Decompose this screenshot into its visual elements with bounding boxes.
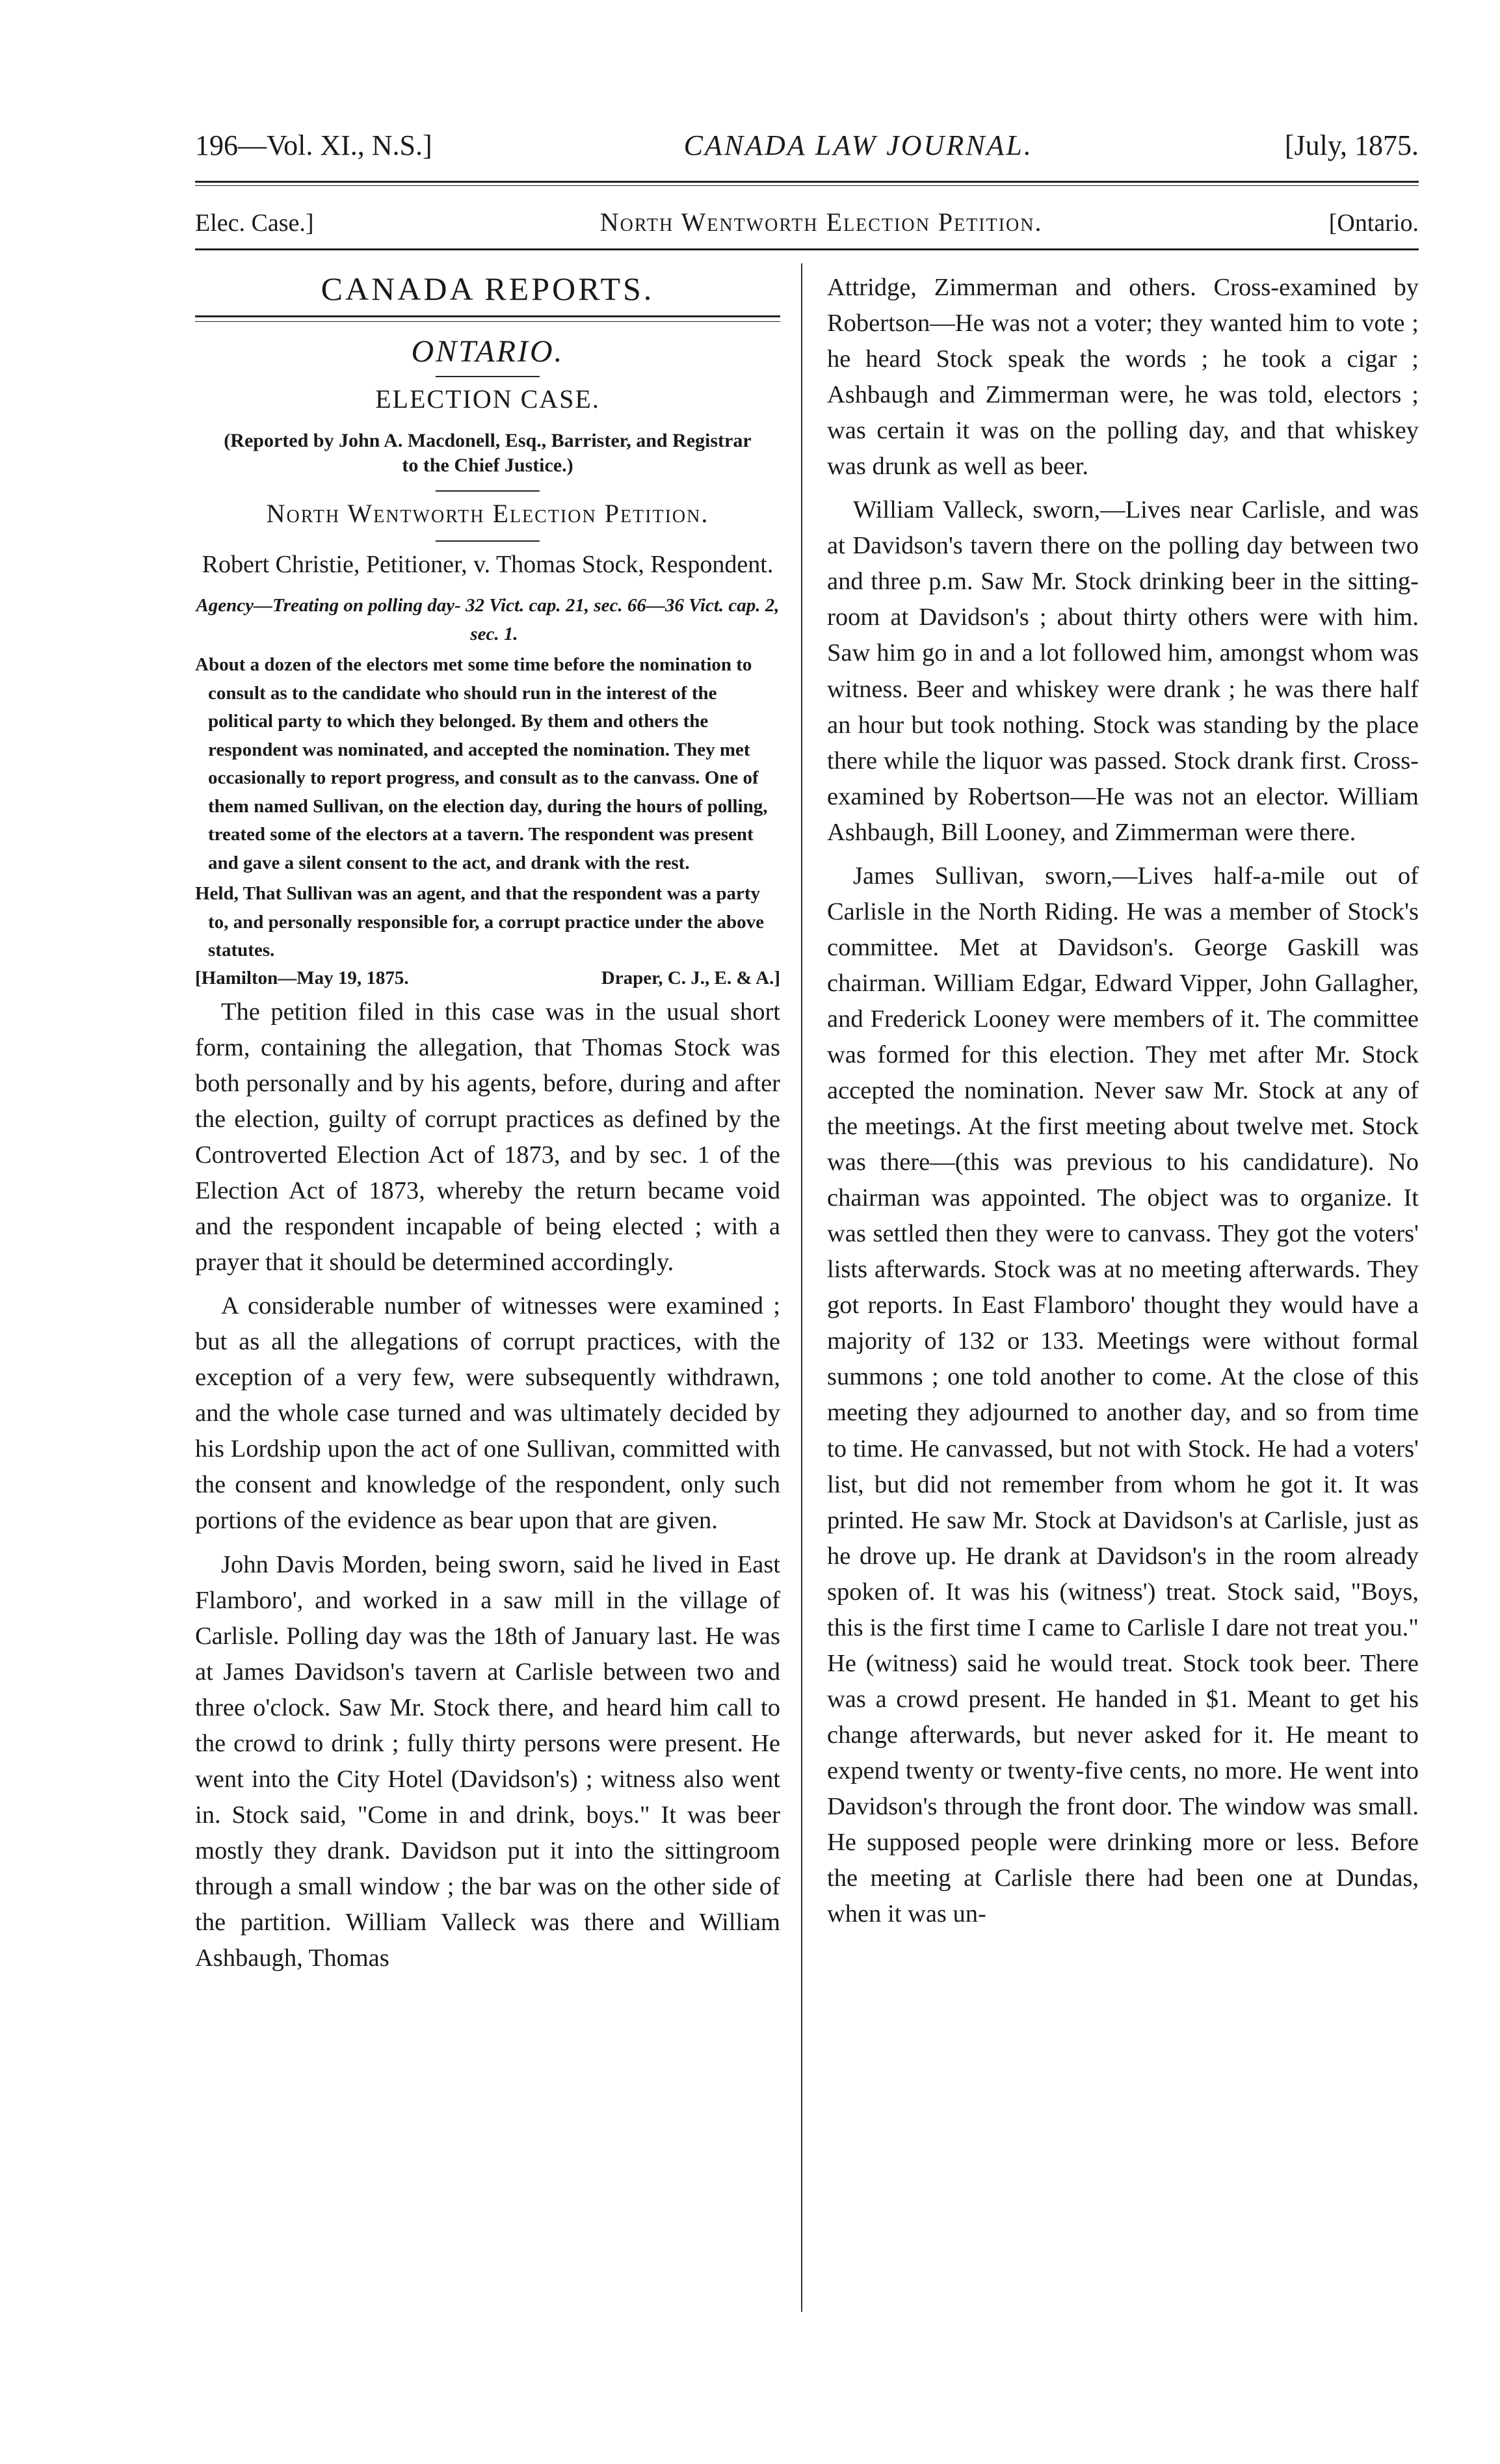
case-header bbox=[195, 207, 1419, 243]
reports-title: CANADA REPORTS. bbox=[321, 271, 655, 307]
court-judge: Draper, C. J., E. & A.] bbox=[601, 967, 780, 988]
reporter-note: (Reported by John A. Macdonell, Esq., Barrister, and Registrar to the Chief Justice.) bbox=[224, 430, 752, 476]
title-rule-thin bbox=[195, 321, 780, 322]
case-type: Elec. Case.] bbox=[195, 209, 314, 237]
subheader-rule bbox=[195, 248, 1419, 250]
headnote-facts: About a dozen of the electors met some time before the nomination to consult as to the candidate who should run in the interest of the political party to which they belonged. By them and others the respondent was nominated, and accepted the nomination. They met occasionally to report progress, and consult as to the canvass. One of them named Sullivan, on the election day, during the hours of polling, treated some of the electors at a tavern. The respondent was present and gave a silent consent to the act, and drank with the rest. bbox=[195, 654, 768, 873]
case-parties: Robert Christie, Petitioner, v. Thomas Stock, Respondent. bbox=[202, 551, 774, 578]
paragraph: The petition filed in this case was in the usual short form, containing the allegation, that Thomas Stock was both personally and by his agents, before, during and after the election, guilty of corrupt practices as defined by the Controverted Election Act of 1873, and by sec. 1 of the Election Act of 1873, whereby the return became void and the respondent incapable of being elected ; with a prayer that it should be determined accordingly. bbox=[195, 998, 780, 1277]
paragraph: Attridge, Zimmerman and others. Cross-examined by Robertson—He was not a voter; they wanted him to vote ; he heard Stock speak the words ; he took a cigar ; Ashbaugh and Zimmerman were, he was told, electors ; was certain it was on the polling day, and that whiskey was drunk as well as beer. bbox=[827, 274, 1419, 481]
headnote-agency: Agency—Treating on polling day- 32 Vict. cap. 21, sec. 66—36 Vict. cap. 2, sec. 1. bbox=[196, 595, 780, 644]
issue-date: [July, 1875. bbox=[1284, 129, 1419, 161]
headnote bbox=[195, 592, 780, 965]
petition-name: North Wentworth Election Petition. bbox=[266, 499, 709, 528]
short-rule bbox=[436, 540, 540, 542]
header-rule-thin bbox=[195, 185, 1419, 186]
province-heading: ONTARIO. bbox=[411, 334, 564, 369]
page-volume: 196—Vol. XI., N.S.] bbox=[195, 129, 432, 161]
court-line bbox=[195, 968, 780, 989]
title-rule bbox=[195, 315, 780, 317]
header-rule bbox=[195, 181, 1419, 183]
left-body-text bbox=[195, 994, 780, 1976]
short-rule bbox=[436, 376, 540, 377]
journal-title: CANADA LAW JOURNAL. bbox=[683, 129, 1033, 161]
case-province: [Ontario. bbox=[1328, 209, 1419, 237]
case-name: North Wentworth Election Petition. bbox=[599, 207, 1043, 237]
paragraph: James Sullivan, sworn,—Lives half-a-mile out of Carlisle in the North Riding. He was a member of Stock's committee. Met at Davidson's. George Gaskill was chairman. William Edgar, Edward Vipper, John Gallagher, and Frederick Looney were members of it. The committee was formed for this election. They met after Mr. Stock accepted the nomination. Never saw Mr. Stock at any of the meetings. At the first meeting about twelve met. Stock was there—(this was previous to his candidature). No chairman was appointed. The object was to organize. It was settled then they were to canvass. They got the voters' lists afterwards. Stock was at no meeting afterwards. They got reports. In East Flamboro' thought they would have a majority of 132 or 133. Meetings were without formal summons ; one told another to come. At the close of this meeting they adjourned to another day, and so from time to time. He canvassed, but not with Stock. He had a voters' list, but did not remember from whom he got it. It was printed. He saw Mr. Stock at Davidson's at Carlisle, just as he drove up. He drank at Davidson's in the room already spoken of. It was his (witness') treat. Stock said, "Boys, this is the first time I came to Carlisle I dare not treat you." He (witness) said he would treat. Stock took beer. There was a crowd present. He handed in $1. Meant to get his change afterwards, but never asked for it. He meant to expend twenty or twenty-five cents, no more. He went into Davidson's through the front door. The window was small. He supposed people were drinking more or less. Before the meeting at Carlisle there had been one at Dundas, when it was un- bbox=[827, 862, 1419, 1928]
paragraph: A considerable number of witnesses were examined ; but as all the allegations of corrupt practices, with the exception of a very few, were subsequently withdrawn, and the whole case turned and was ultimately decided by his Lordship upon the act of one Sullivan, committed with the consent and knowledge of the respondent, only such portions of the evidence as bear upon that are given. bbox=[195, 1292, 780, 1535]
right-body-text bbox=[827, 270, 1419, 1932]
column-divider bbox=[801, 263, 802, 2312]
paragraph: William Valleck, sworn,—Lives near Carlisle, and was at Davidson's tavern there on the polling day between two and three p.m. Saw Mr. Stock drinking beer in the sitting-room at Davidson's ; about thirty others were with him. Saw him go in and a lot followed him, amongst whom was witness. Beer and whiskey were drank ; he was there half an hour but took nothing. Stock was standing by the place there while the liquor was passed. Stock drank first. Cross-examined by Robertson—He was not an elector. William Ashbaugh, Bill Looney, and Zimmerman were there. bbox=[827, 496, 1419, 846]
running-header bbox=[195, 129, 1419, 170]
short-rule bbox=[436, 490, 540, 492]
left-column bbox=[195, 270, 780, 1984]
paragraph: John Davis Morden, being sworn, said he lived in East Flamboro', and worked in a saw mill in the village of Carlisle. Polling day was the 18th of January last. He was at James Davidson's tavern at Carlisle between two and three o'clock. Saw Mr. Stock there, and heard him call to the crowd to drink ; fully thirty persons were present. He went into the City Hotel (Davidson's) ; witness also went in. Stock said, "Come in and drink, boys." It was beer mostly they drank. Davidson put it into the sittingroom through a small window ; the bar was on the other side of the partition. William Valleck was there and William Ashbaugh, Thomas bbox=[195, 1550, 780, 1972]
court-place-date: [Hamilton—May 19, 1875. bbox=[195, 967, 409, 988]
right-column bbox=[827, 270, 1419, 1940]
section-heading: ELECTION CASE. bbox=[375, 384, 600, 414]
headnote-held: Held, That Sullivan was an agent, and that the respondent was a party to, and personally responsible for, a corrupt practice under the above statutes. bbox=[195, 883, 764, 961]
